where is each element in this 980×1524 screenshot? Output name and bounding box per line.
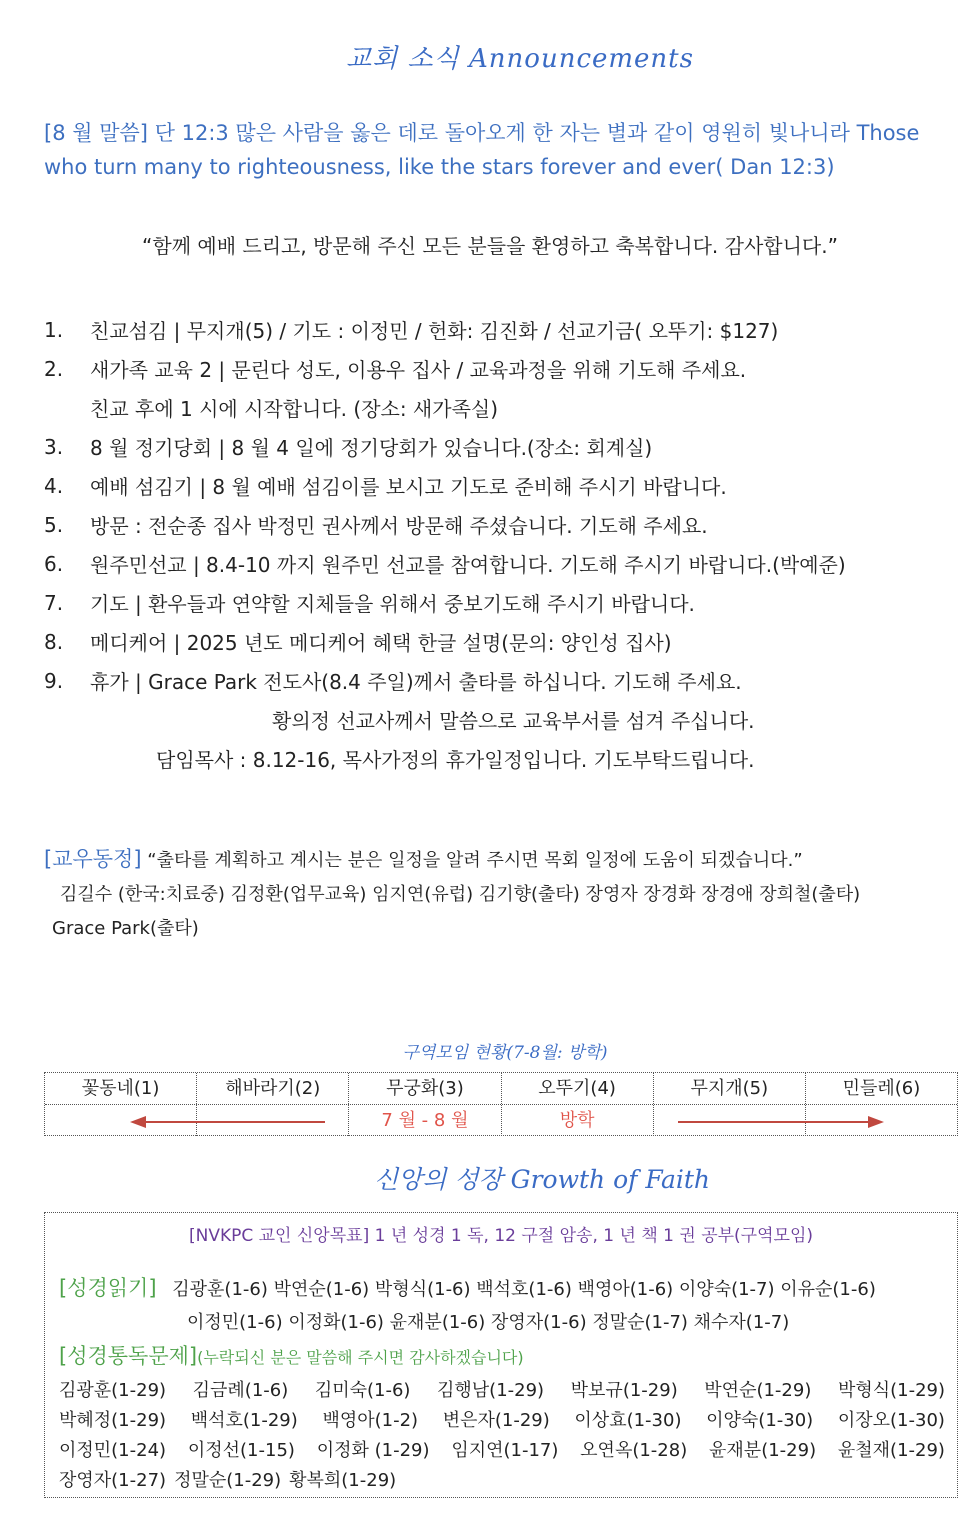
name-entry: 임지연(1-17) [451, 1440, 559, 1461]
name-entry: 백영아(1-2) [322, 1410, 419, 1431]
item-text: 메디케어 | 2025 년도 메디케어 혜택 한글 설명(문의: 양인성 집사) [90, 631, 672, 655]
name-entry: 윤철재(1-29) [837, 1440, 945, 1461]
welcome-message: “함께 예배 드리고, 방문해 주신 모든 분들을 환영하고 축복합니다. 감사합니다.” [142, 234, 838, 258]
name-entry: 박보규(1-29) [570, 1380, 678, 1401]
list-item [44, 622, 964, 661]
reading-line [45, 1272, 957, 1302]
member-news [44, 842, 964, 946]
item-text: 담임목사 : 8.12-16, 목사가정의 휴가일정입니다. 기도부탁드립니다. [156, 748, 755, 772]
list-item [44, 583, 964, 622]
name-entry: 이상효(1-30) [574, 1410, 682, 1431]
right-arrow-icon [678, 1116, 884, 1128]
names-row [59, 1376, 945, 1406]
item-text: 기도 | 환우들과 연약할 지체들을 위해서 중보기도해 주시기 바랍니다. [90, 592, 695, 616]
item-text: 예배 섬김기 | 8 월 예배 섬김이를 보시고 기도로 준비해 주시기 바랍니다. [90, 475, 727, 499]
item-text: 원주민선교 | 8.4-10 까지 원주민 선교를 참여합니다. 기도해 주시기 바랍니다.(박예준) [90, 553, 846, 577]
page-title [0, 38, 980, 75]
name-entry: 박형식(1-29) [837, 1380, 945, 1401]
reading-heading: [성경읽기] [59, 1276, 157, 1300]
item-text: 휴가 | Grace Park 전도사(8.4 주일)께서 출타를 하십니다. 기도해 주세요. [90, 670, 742, 694]
table-header-cell: 해바라기(2) [196, 1073, 348, 1104]
period-cell: 7 월 - 8 월 [348, 1105, 500, 1136]
reading-names: 김광훈(1-6) 박연순(1-6) 박형식(1-6) 백석호(1-6) 백영아(1-6) 이양숙(1-7) 이유순(1-6) [172, 1279, 876, 1300]
name-entry: 황복희(1-29) [289, 1470, 397, 1491]
item-number: 2. [44, 356, 64, 381]
item-number: 4. [44, 473, 64, 498]
faith-box [44, 1212, 958, 1498]
item-number: 7. [44, 590, 64, 615]
item-number: 6. [44, 551, 64, 576]
item-number: 5. [44, 512, 64, 537]
table-header-cell: 무지개(5) [653, 1073, 805, 1104]
name-entry: 정말순(1-29) [174, 1470, 282, 1491]
title-korean: 교회 소식 [346, 44, 460, 74]
list-item [44, 544, 964, 583]
table-header-cell: 무궁화(3) [348, 1073, 500, 1104]
member-news-note: “출타를 계획하고 계시는 분은 일정을 알려 주시면 목회 일정에 도움이 되겠습니다.” [141, 850, 803, 871]
left-arrow-icon [130, 1116, 325, 1128]
item-number: 3. [44, 434, 64, 459]
title-english: Announcements [469, 44, 694, 74]
name-entry: 장영자(1-27) [59, 1470, 167, 1491]
list-item [44, 349, 964, 388]
item-text: 8 월 정기당회 | 8 월 4 일에 정기당회가 있습니다.(장소: 회계실) [90, 436, 653, 460]
bible-heading: [성경통독문제] [59, 1344, 198, 1368]
faith-title: 신앙의 성장 Growth of Faith [373, 1165, 711, 1194]
list-item [44, 505, 964, 544]
item-number: 8. [44, 629, 64, 654]
member-news-names: 김길수 (한국:치료중) 김정환(업무교육) 임지연(유럽) 김기향(출타) 장영자 장경화 장경애 장희철(출타) [60, 884, 861, 905]
announcement-list [44, 310, 964, 778]
names-row [59, 1406, 945, 1436]
name-entry: 이정민(1-24) [59, 1440, 167, 1461]
bible-note: (누락되신 분은 말씀해 주시면 감사하겠습니다) [197, 1348, 524, 1367]
faith-goal: [NVKPC 교인 신앙목표] 1 년 성경 1 독, 12 구절 암송, 1 년 책 1 권 공부(구역모임) [188, 1226, 813, 1246]
item-number: 1. [44, 317, 64, 342]
name-entry: 박혜정(1-29) [59, 1410, 167, 1431]
name-entry: 박연순(1-29) [704, 1380, 812, 1401]
member-news-heading: [교우동정] [44, 847, 142, 871]
list-item [44, 310, 964, 349]
list-item [44, 661, 964, 700]
names-row [59, 1436, 945, 1466]
name-entry: 이양숙(1-30) [706, 1410, 814, 1431]
list-item [44, 466, 964, 505]
cell-group-title: 구역모임 현황(7-8월: 방학) [402, 1043, 608, 1063]
name-entry: 이정선(1-15) [187, 1440, 295, 1461]
item-number: 9. [44, 668, 64, 693]
name-entry: 이장오(1-30) [837, 1410, 945, 1431]
name-entry: 김광훈(1-29) [59, 1380, 167, 1401]
table-header-cell: 오뚜기(4) [501, 1073, 653, 1104]
name-entry: 김미숙(1-6) [314, 1380, 411, 1401]
item-text: 방문 : 전순종 집사 박정민 권사께서 방문해 주셨습니다. 기도해 주세요. [90, 514, 708, 538]
table-header-cell: 민들레(6) [805, 1073, 957, 1104]
name-entry: 이정화 (1-29) [316, 1440, 430, 1461]
list-item [44, 427, 964, 466]
names-row [59, 1466, 945, 1496]
name-entry: 변은자(1-29) [442, 1410, 550, 1431]
name-entry: 백석호(1-29) [190, 1410, 298, 1431]
name-entry: 김금례(1-6) [192, 1380, 289, 1401]
table-header-row [45, 1073, 957, 1104]
item-text: 친교 후에 1 시에 시작합니다. (장소: 새가족실) [90, 397, 499, 421]
item-text: 황의정 선교사께서 말씀으로 교육부서를 섬겨 주십니다. [272, 709, 755, 733]
member-news-names: Grace Park(출타) [52, 918, 199, 939]
name-entry: 오연옥(1-28) [580, 1440, 688, 1461]
list-item-continuation [44, 388, 964, 427]
reading-names: 이정민(1-6) 이정화(1-6) 윤재분(1-6) 장영자(1-6) 정말순(1-7) 채수자(1-7) [187, 1312, 790, 1333]
item-text: 새가족 교육 2 | 문린다 성도, 이용우 집사 / 교육과정을 위해 기도해 주세요. [90, 358, 747, 382]
bible-heading-line [45, 1340, 957, 1370]
arrows-graphic [0, 1102, 980, 1142]
list-item-continuation [44, 700, 964, 739]
status-cell: 방학 [501, 1105, 653, 1136]
monthly-verse: [8 월 말씀] 단 12:3 많은 사람을 옳은 데로 돌아오게 한 자는 별과 같이 영원히 빛나니라 Those who turn many to righteousness, like the stars forever and ever( Dan 12:3) [44, 121, 920, 179]
item-text: 친교섬김 | 무지개(5) / 기도 : 이정민 / 헌화: 김진화 / 선교기금( 오뚜기: $127) [90, 319, 779, 343]
bible-names [45, 1370, 957, 1496]
table-header-cell: 꽃동네(1) [81, 1078, 160, 1099]
name-entry: 윤재분(1-29) [709, 1440, 817, 1461]
name-entry: 김행남(1-29) [437, 1380, 545, 1401]
list-item-continuation [44, 739, 964, 778]
